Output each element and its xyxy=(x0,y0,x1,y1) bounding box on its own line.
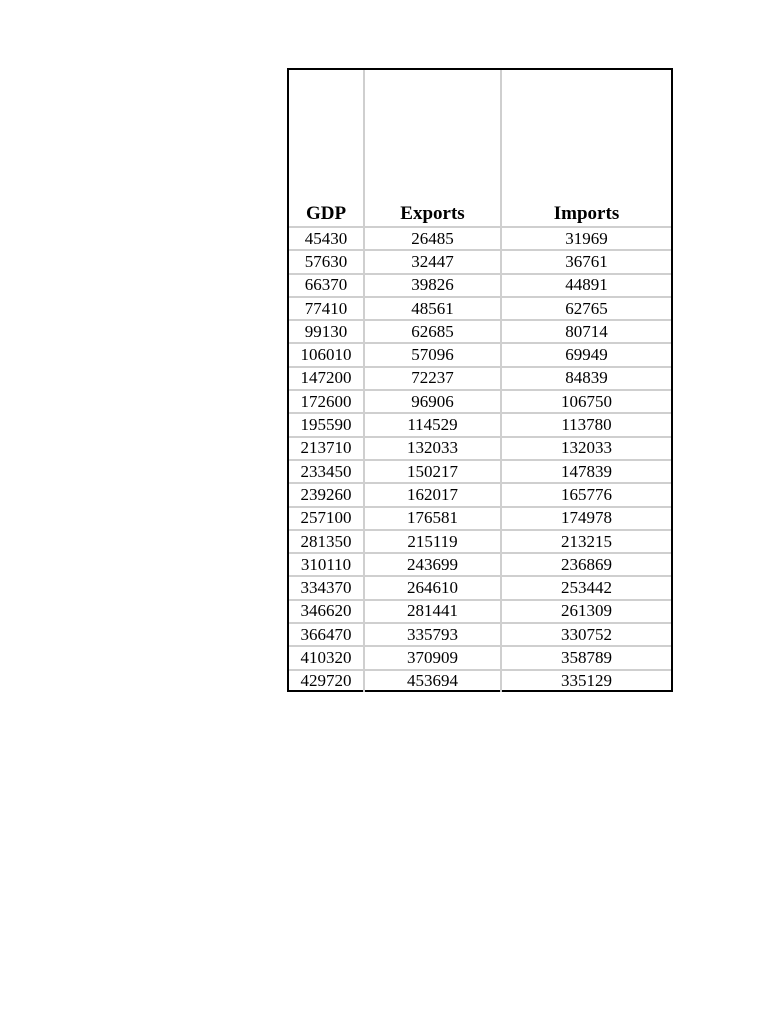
table-row xyxy=(289,483,671,506)
cell-exports[interactable]: 132033 xyxy=(364,437,501,460)
cell-gdp[interactable]: 366470 xyxy=(289,623,364,646)
cell-imports[interactable]: 113780 xyxy=(501,413,671,436)
cell-gdp[interactable]: 57630 xyxy=(289,250,364,273)
cell-gdp[interactable]: 410320 xyxy=(289,646,364,669)
table-row xyxy=(289,274,671,297)
cell-imports[interactable]: 261309 xyxy=(501,600,671,623)
table-row xyxy=(289,507,671,530)
cell-imports[interactable]: 358789 xyxy=(501,646,671,669)
cell-imports[interactable]: 132033 xyxy=(501,437,671,460)
cell-imports[interactable]: 84839 xyxy=(501,367,671,390)
cell-gdp[interactable]: 172600 xyxy=(289,390,364,413)
cell-gdp[interactable]: 147200 xyxy=(289,367,364,390)
cell-gdp[interactable]: 334370 xyxy=(289,576,364,599)
table-row xyxy=(289,343,671,366)
cell-exports[interactable]: 162017 xyxy=(364,483,501,506)
cell-gdp[interactable]: 310110 xyxy=(289,553,364,576)
table-body xyxy=(289,227,671,692)
cell-exports[interactable]: 48561 xyxy=(364,297,501,320)
table-row xyxy=(289,530,671,553)
cell-gdp[interactable]: 346620 xyxy=(289,600,364,623)
cell-exports[interactable]: 114529 xyxy=(364,413,501,436)
table-row xyxy=(289,553,671,576)
table-row xyxy=(289,437,671,460)
cell-exports[interactable]: 264610 xyxy=(364,576,501,599)
table-row xyxy=(289,600,671,623)
table-row xyxy=(289,646,671,669)
cell-gdp[interactable]: 239260 xyxy=(289,483,364,506)
cell-imports[interactable]: 253442 xyxy=(501,576,671,599)
cell-imports[interactable]: 44891 xyxy=(501,274,671,297)
header-gdp[interactable]: GDP xyxy=(289,70,364,227)
table-row xyxy=(289,390,671,413)
table-row xyxy=(289,227,671,250)
cell-gdp[interactable]: 77410 xyxy=(289,297,364,320)
table-row xyxy=(289,250,671,273)
cell-imports[interactable]: 36761 xyxy=(501,250,671,273)
cell-exports[interactable]: 243699 xyxy=(364,553,501,576)
cell-imports[interactable]: 330752 xyxy=(501,623,671,646)
cell-gdp[interactable]: 257100 xyxy=(289,507,364,530)
cell-exports[interactable]: 176581 xyxy=(364,507,501,530)
header-imports[interactable]: Imports xyxy=(501,70,671,227)
cell-gdp[interactable]: 45430 xyxy=(289,227,364,250)
table-row xyxy=(289,670,671,692)
cell-exports[interactable]: 335793 xyxy=(364,623,501,646)
data-table xyxy=(289,70,671,692)
cell-imports[interactable]: 69949 xyxy=(501,343,671,366)
cell-imports[interactable]: 213215 xyxy=(501,530,671,553)
cell-imports[interactable]: 174978 xyxy=(501,507,671,530)
spreadsheet-table xyxy=(287,68,673,692)
cell-exports[interactable]: 215119 xyxy=(364,530,501,553)
table-row xyxy=(289,320,671,343)
cell-exports[interactable]: 32447 xyxy=(364,250,501,273)
cell-gdp[interactable]: 429720 xyxy=(289,670,364,692)
cell-exports[interactable]: 72237 xyxy=(364,367,501,390)
cell-exports[interactable]: 62685 xyxy=(364,320,501,343)
cell-exports[interactable]: 370909 xyxy=(364,646,501,669)
cell-exports[interactable]: 26485 xyxy=(364,227,501,250)
cell-imports[interactable]: 62765 xyxy=(501,297,671,320)
cell-exports[interactable]: 96906 xyxy=(364,390,501,413)
cell-imports[interactable]: 80714 xyxy=(501,320,671,343)
table-row xyxy=(289,576,671,599)
cell-gdp[interactable]: 281350 xyxy=(289,530,364,553)
cell-imports[interactable]: 147839 xyxy=(501,460,671,483)
cell-exports[interactable]: 57096 xyxy=(364,343,501,366)
table-row xyxy=(289,297,671,320)
cell-gdp[interactable]: 213710 xyxy=(289,437,364,460)
cell-exports[interactable]: 150217 xyxy=(364,460,501,483)
cell-imports[interactable]: 106750 xyxy=(501,390,671,413)
cell-gdp[interactable]: 195590 xyxy=(289,413,364,436)
cell-gdp[interactable]: 99130 xyxy=(289,320,364,343)
header-row xyxy=(289,70,671,227)
cell-imports[interactable]: 236869 xyxy=(501,553,671,576)
table-row xyxy=(289,367,671,390)
cell-exports[interactable]: 39826 xyxy=(364,274,501,297)
table-row xyxy=(289,460,671,483)
cell-gdp[interactable]: 106010 xyxy=(289,343,364,366)
table-row xyxy=(289,623,671,646)
cell-gdp[interactable]: 233450 xyxy=(289,460,364,483)
cell-exports[interactable]: 453694 xyxy=(364,670,501,692)
header-exports[interactable]: Exports xyxy=(364,70,501,227)
cell-exports[interactable]: 281441 xyxy=(364,600,501,623)
cell-imports[interactable]: 165776 xyxy=(501,483,671,506)
cell-imports[interactable]: 335129 xyxy=(501,670,671,692)
table-row xyxy=(289,413,671,436)
cell-gdp[interactable]: 66370 xyxy=(289,274,364,297)
cell-imports[interactable]: 31969 xyxy=(501,227,671,250)
